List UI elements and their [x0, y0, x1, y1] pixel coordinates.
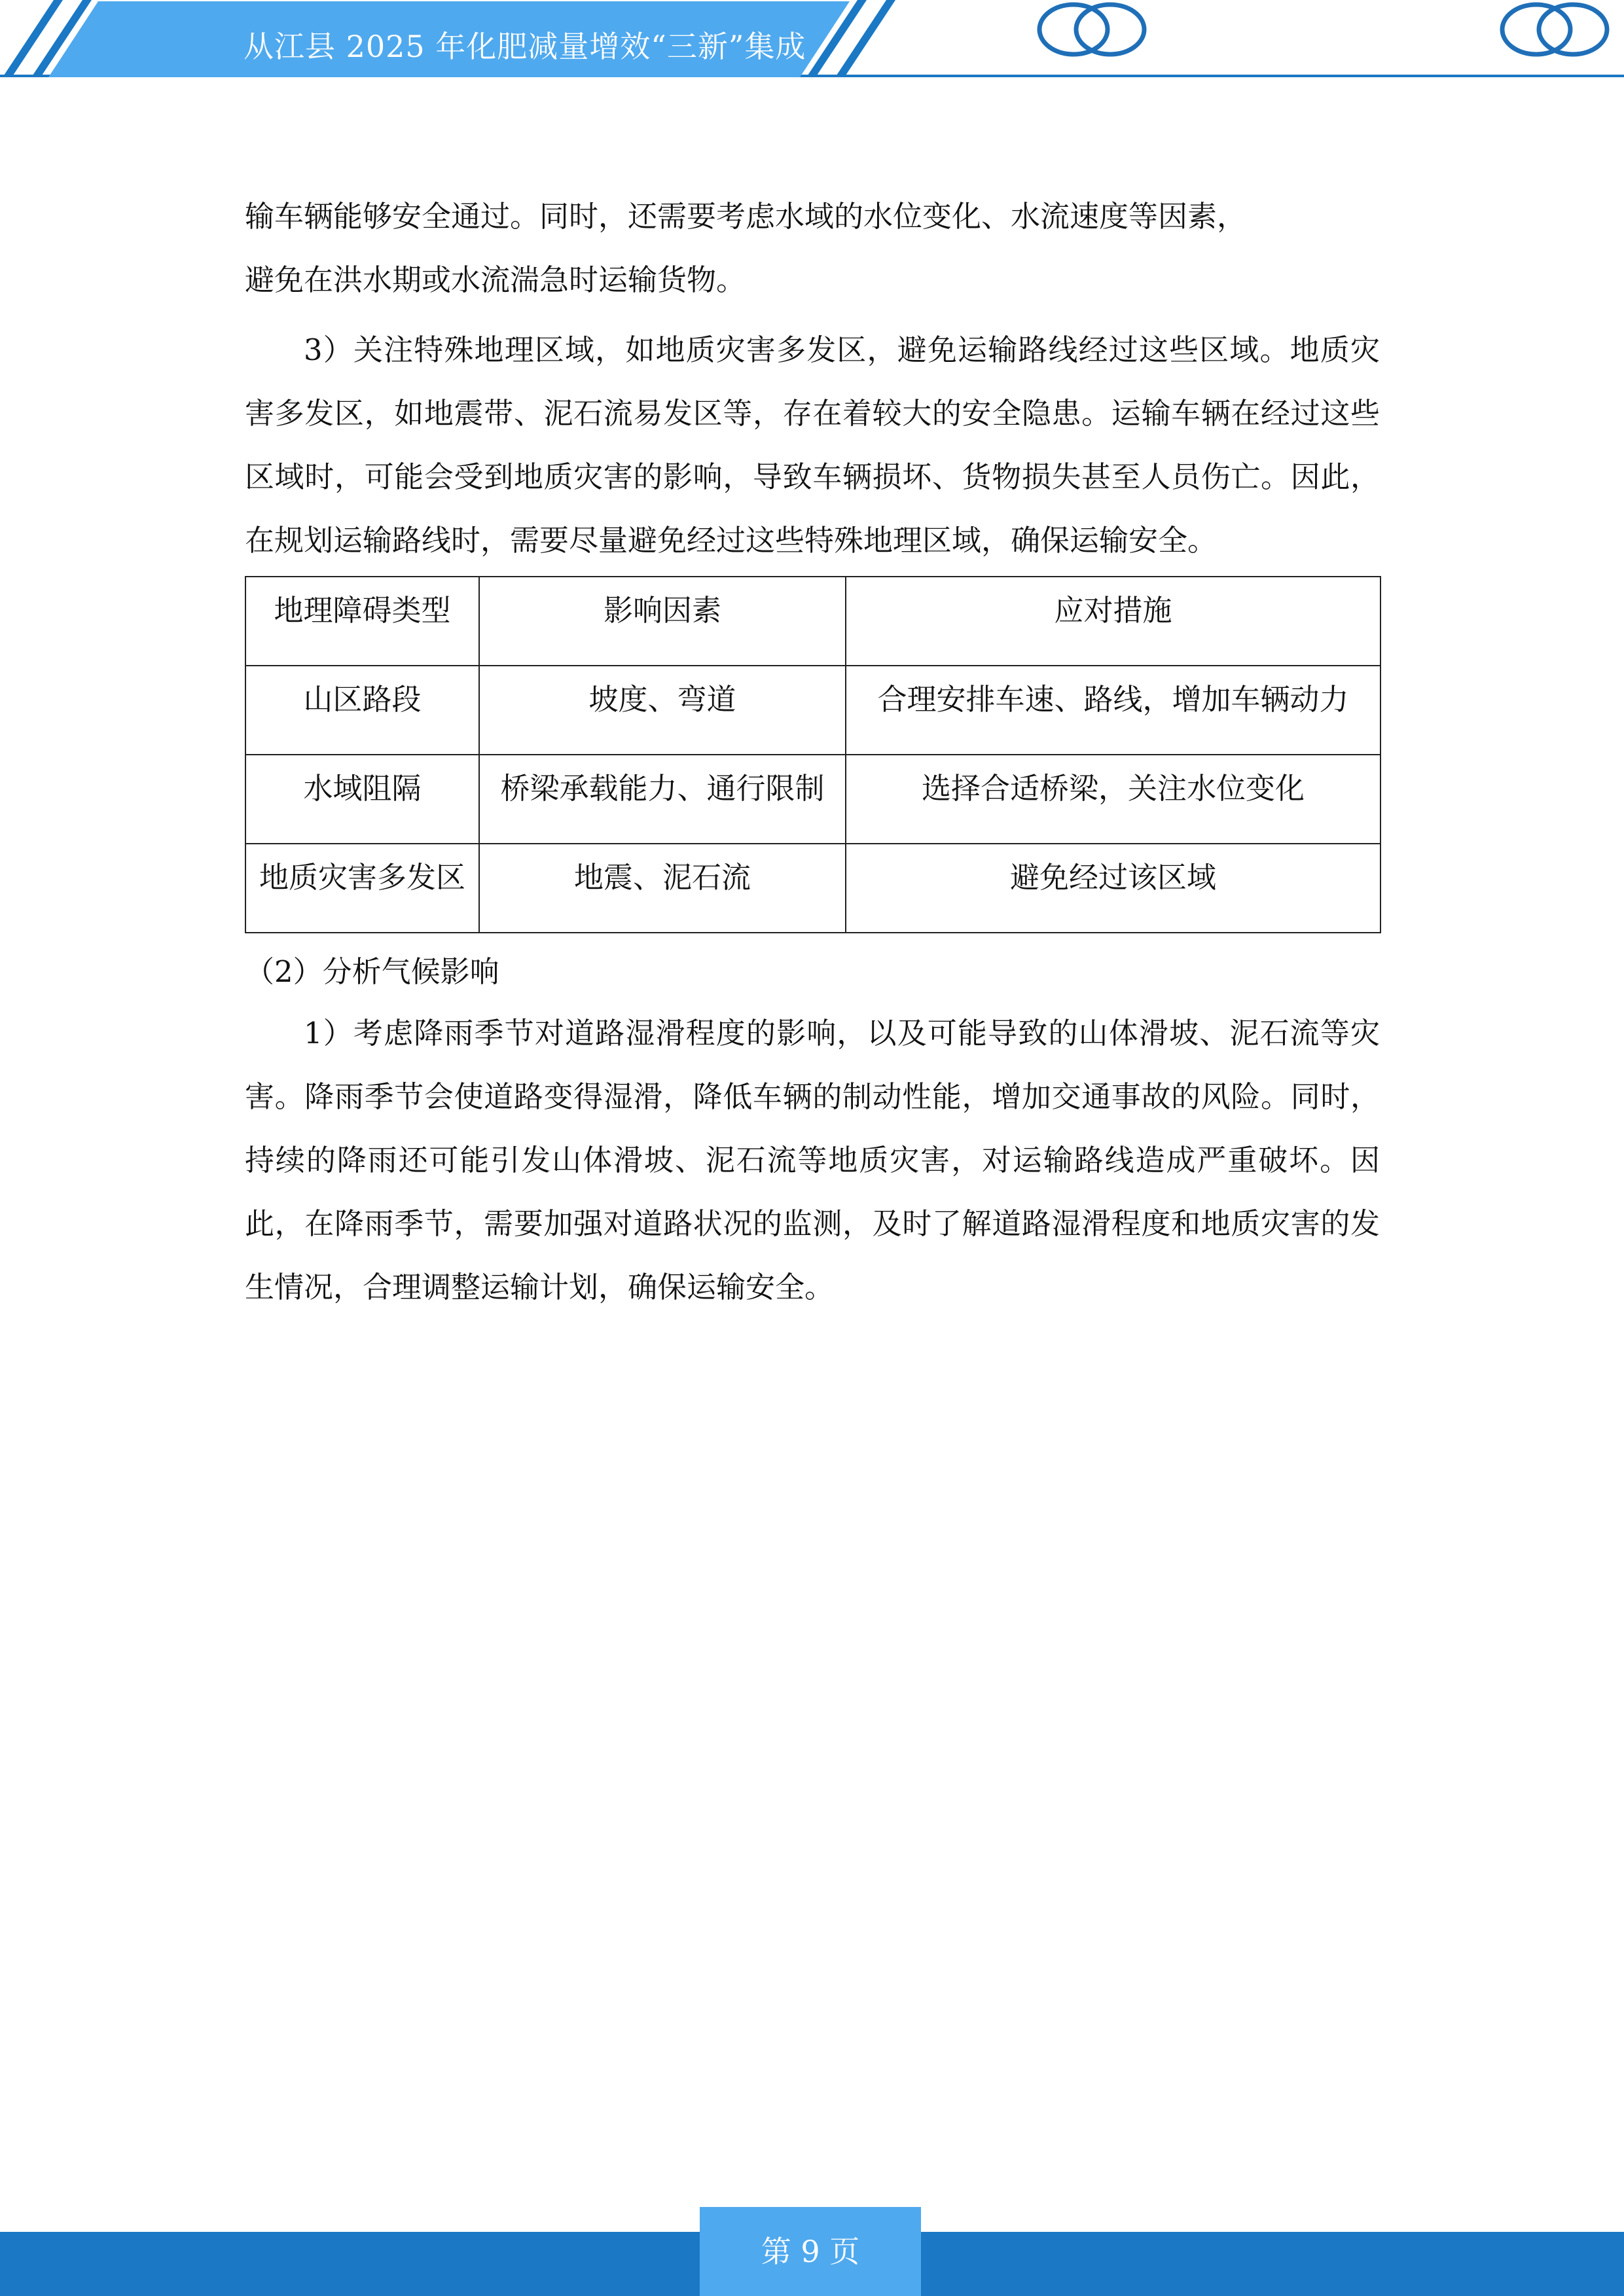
table-header-cell: 影响因素: [479, 577, 846, 666]
double-ring-icon: [1033, 0, 1151, 59]
table-cell: 桥梁承载能力、通行限制: [479, 755, 846, 844]
document-body: [245, 185, 1380, 1319]
table-cell: 坡度、弯道: [479, 666, 846, 755]
section-subheading: （2）分析气候影响: [245, 954, 499, 989]
paragraph-rainfall-impact: 1）考虑降雨季节对道路湿滑程度的影响，以及可能导致的山体滑坡、泥石流等灾害。降雨季节会使道路变得湿滑，降低车辆的制动性能，增加交通事故的风险。同时，持续的降雨还可能引发山体滑坡、泥石流等地质灾害，对运输路线造成严重破坏。因此，在降雨季节，需要加强对道路状况的监测，及时了解道路湿滑程度和地质灾害的发生情况，合理调整运输计划，确保运输安全。: [245, 1016, 1380, 1304]
table-cell: 避免经过该区域: [846, 844, 1380, 933]
table-row: [245, 755, 1380, 844]
geographic-obstacle-table: [245, 576, 1381, 933]
table-cell: 水域阻隔: [245, 755, 479, 844]
table-cell: 合理安排车速、路线，增加车辆动力: [846, 666, 1380, 755]
table-cell: 地质灾害多发区: [245, 844, 479, 933]
page-header: [0, 0, 1624, 85]
table-cell: 山区路段: [245, 666, 479, 755]
table-cell: 地震、泥石流: [479, 844, 846, 933]
table-row: [245, 666, 1380, 755]
table-header-cell: 地理障碍类型: [245, 577, 479, 666]
table-header-row: [245, 577, 1380, 666]
table-header-cell: 应对措施: [846, 577, 1380, 666]
paragraph-geo-hazard-zones: 3）关注特殊地理区域，如地质灾害多发区，避免运输路线经过这些区域。地质灾害多发区，如地震带、泥石流易发区等，存在着较大的安全隐患。运输车辆在经过这些区域时，可能会受到地质灾害的影响，导致车辆损坏、货物损失甚至人员伤亡。因此，在规划运输路线时，需要尽量避免经过这些特殊地理区域，确保运输安全。: [245, 332, 1380, 558]
double-ring-icon: [1496, 0, 1614, 59]
table-cell: 选择合适桥梁，关注水位变化: [846, 755, 1380, 844]
page-number: 第 9 页: [761, 2234, 860, 2269]
table-row: [245, 844, 1380, 933]
paragraph-continued-line2: 避免在洪水期或水流湍急时运输货物。: [245, 262, 746, 297]
header-title: 从江县 2025 年化肥减量增效“三新”集成: [244, 29, 806, 64]
paragraph-continued-line1: 输车辆能够安全通过。同时，还需要考虑水域的水位变化、水流速度等因素，: [245, 199, 1247, 234]
